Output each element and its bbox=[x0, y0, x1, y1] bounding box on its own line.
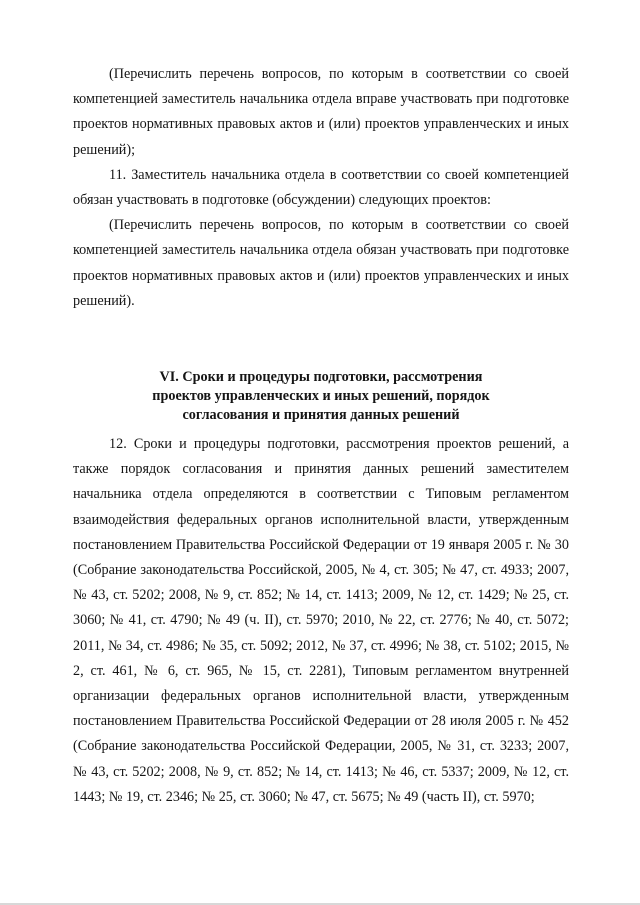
paragraph-12: 12. Сроки и процедуры подготовки, рассмотрения проектов решений, а также порядок согласования и принятия данных решений заместителем начальника отдела определяются в соответствии с Типовым регламентом взаимодействия федеральных органов исполнительной власти, утвержденным постановлением Правительства Российской Федерации от 19 января 2005 г. № 30 (Собрание законодательства Российской, 2005, № 4, ст. 305; № 47, ст. 4933; 2007, № 43, ст. 5202; 2008, № 9, ст. 852; № 14, ст. 1413; 2009, № 12, ст. 1429; № 25, ст. 3060; № 41, ст. 4790; № 49 (ч. II), ст. 5970; 2010, № 22, ст. 2776; № 40, ст. 5072; 2011, № 34, ст. 4986; № 35, ст. 5092; 2012, № 37, ст. 4996; № 38, ст. 5102; 2015, № 2, ст. 461, № 6, ст. 965, № 15, ст. 2281), Типовым регламентом внутренней организации федеральных органов исполнительной власти, утвержденным постановлением Правительства Российской Федерации от 28 июля 2005 г. № 452 (Собрание законодательства Российской Федерации, 2005, № 31, ст. 3233; 2007, № 43, ст. 5202; 2008, № 9, ст. 852; № 14, ст. 1413; № 46, ст. 5337; 2009, № 12, ст. 1443; № 19, ст. 2346; № 25, ст. 3060; № 47, ст. 5675; № 49 (часть II), ст. 5970; bbox=[73, 436, 569, 805]
section-heading-line-1: VI. Сроки и процедуры подготовки, рассмотрения bbox=[159, 369, 483, 385]
paragraph-optional-participation: (Перечислить перечень вопросов, по которым в соответствии со своей компетенцией заместитель начальника отдела вправе участвовать при подготовке проектов нормативных правовых актов и (или) проектов управленческих и иных решений); bbox=[73, 66, 569, 158]
text-block-bottom bbox=[73, 432, 569, 810]
paragraph-mandatory-participation: (Перечислить перечень вопросов, по которым в соответствии со своей компетенцией заместитель начальника отдела обязан участвовать при подготовке проектов нормативных правовых актов и (или) проектов управленческих и иных решений). bbox=[73, 217, 569, 309]
section-heading-line-2: проектов управленческих и иных решений, порядок bbox=[152, 388, 490, 404]
text-block-top bbox=[73, 62, 569, 314]
paragraph-11: 11. Заместитель начальника отдела в соответствии со своей компетенцией обязан участвовать в подготовке (обсуждении) следующих проектов: bbox=[73, 166, 569, 209]
section-heading bbox=[73, 368, 569, 425]
section-heading-line-3: согласования и принятия данных решений bbox=[182, 407, 460, 423]
